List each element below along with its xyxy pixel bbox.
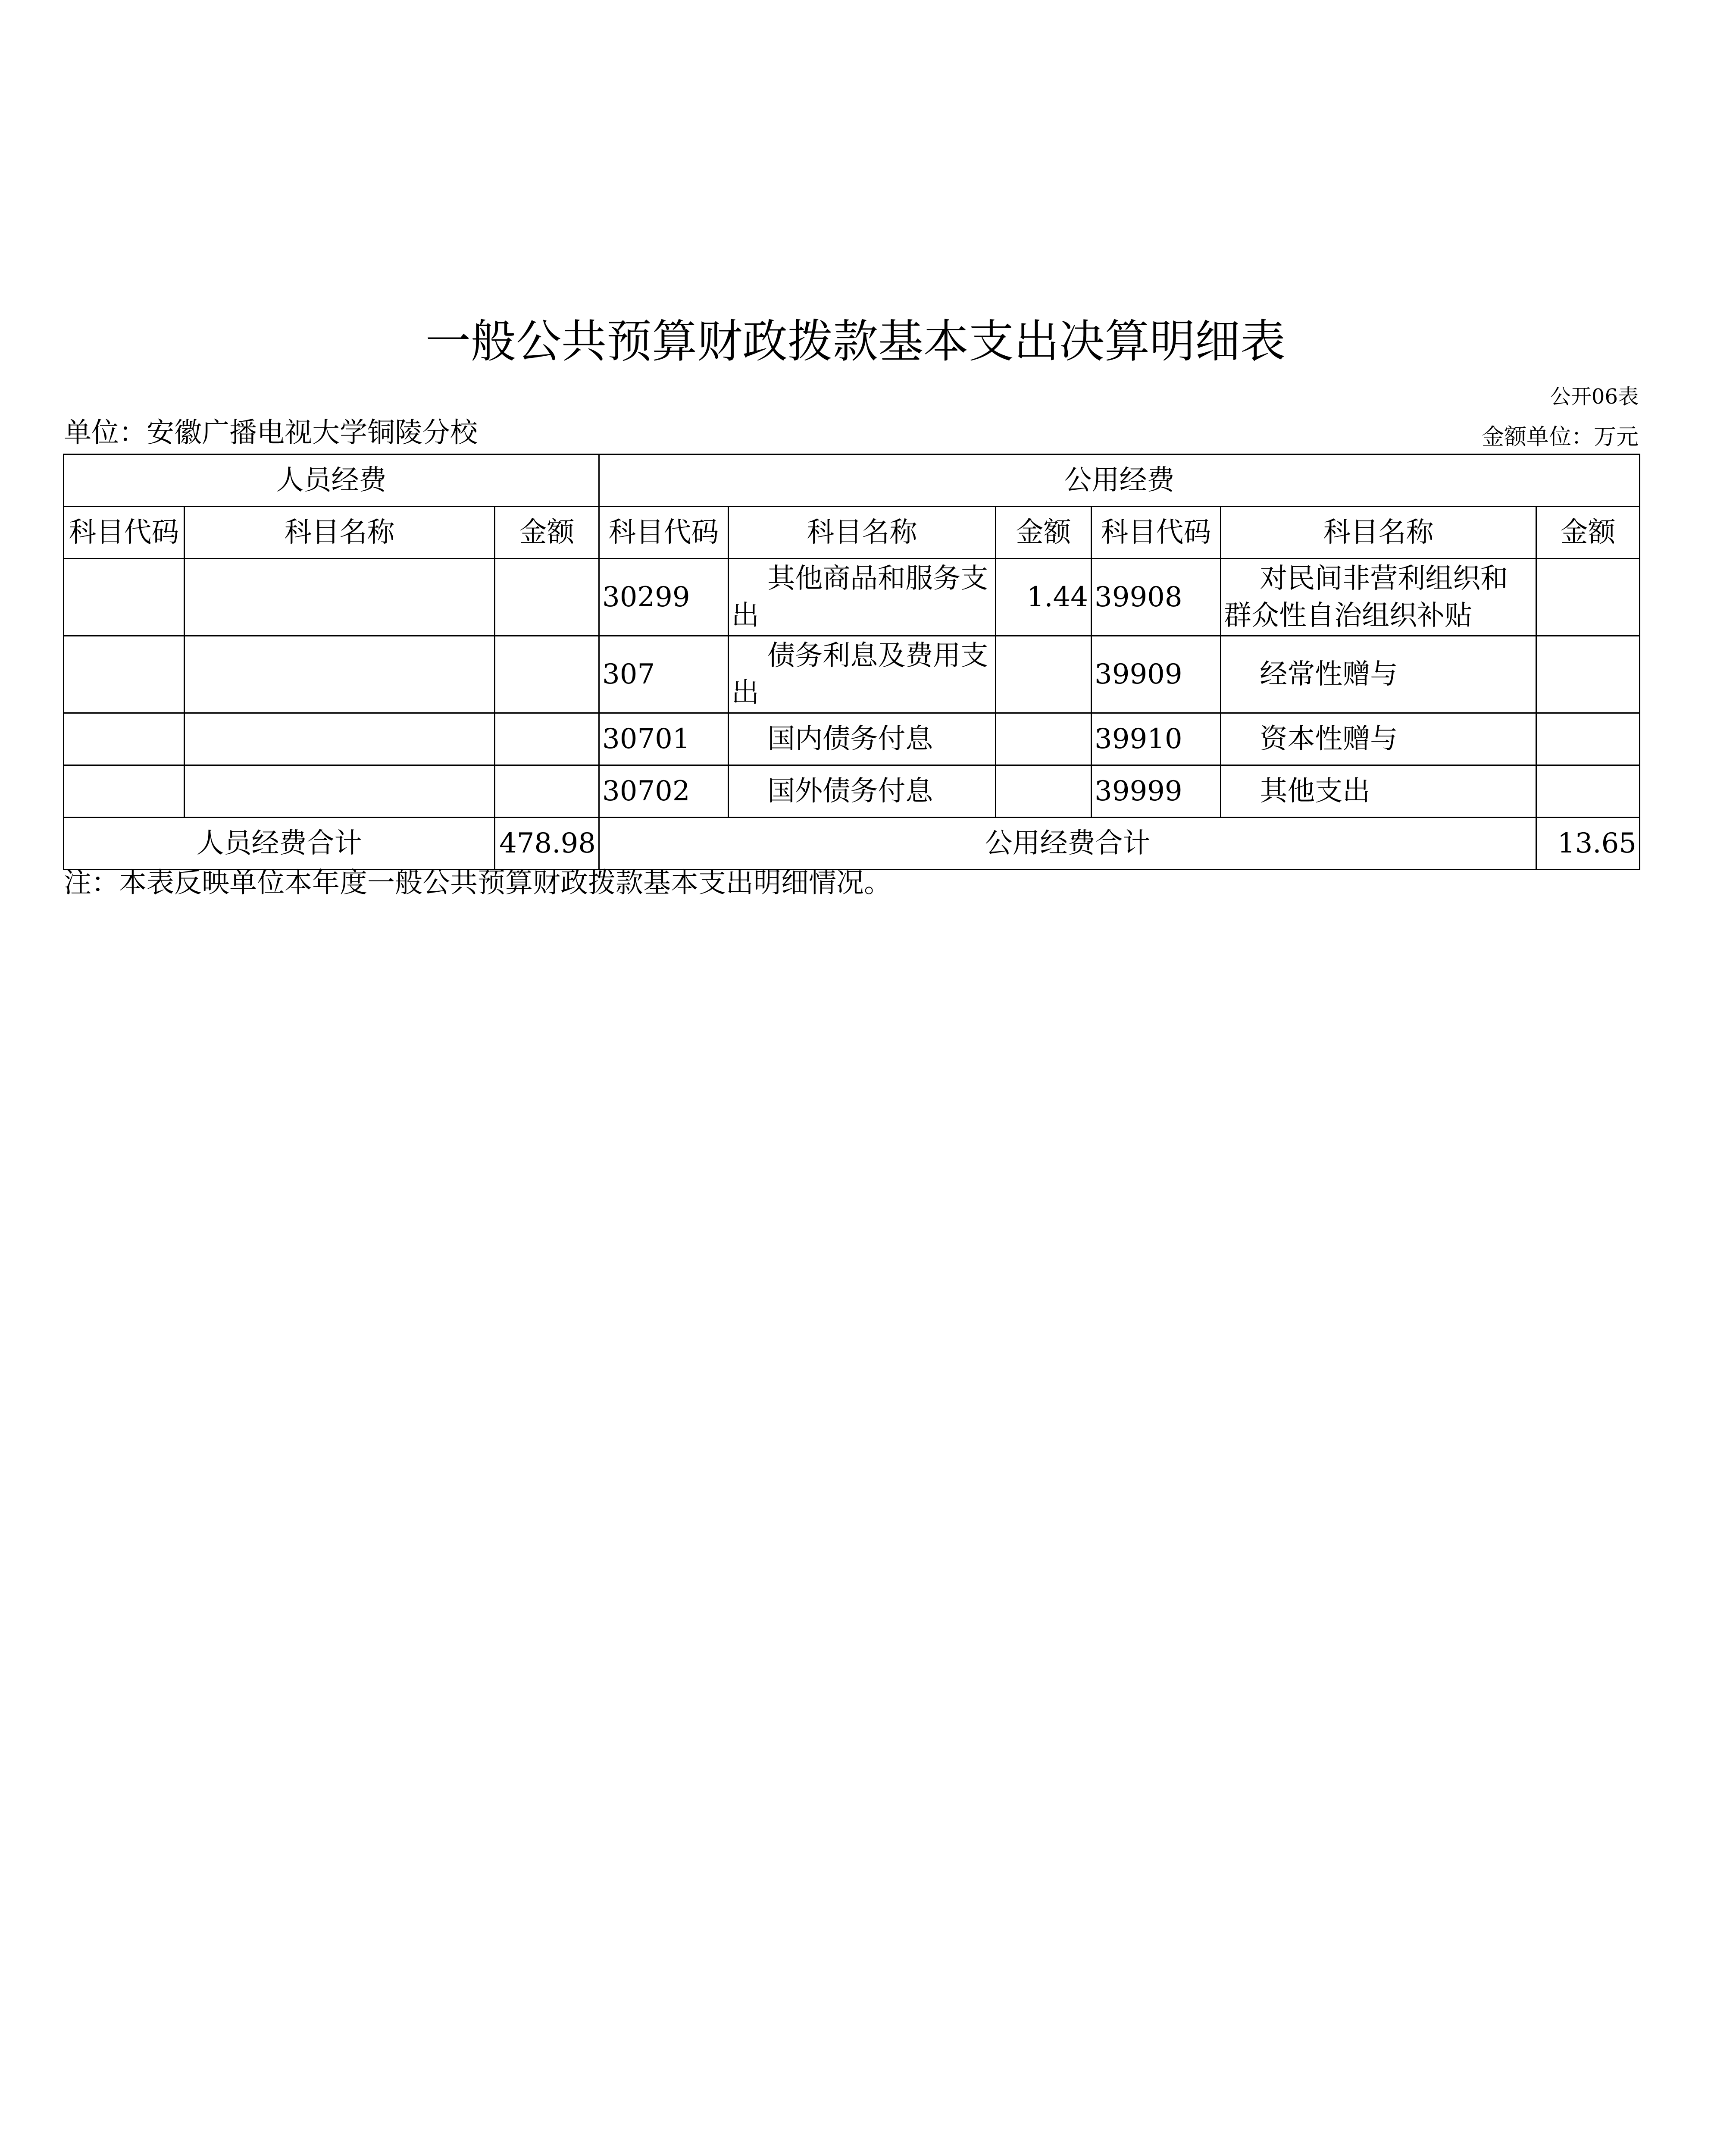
expenditure-table	[63, 454, 1640, 870]
personnel-name-cell	[185, 636, 495, 713]
public-amount-cell: 1.44	[996, 559, 1092, 636]
col-code: 科目代码	[1092, 507, 1221, 559]
table-row	[64, 765, 1640, 818]
col-amount: 金额	[495, 507, 599, 559]
public-amount-cell	[1536, 559, 1640, 636]
public-code-cell: 39909	[1092, 636, 1221, 713]
table-row	[64, 636, 1640, 713]
public-amount-cell	[1536, 636, 1640, 713]
public-name-cell: 国内债务付息	[729, 713, 996, 765]
col-amount: 金额	[1536, 507, 1640, 559]
page-title: 一般公共预算财政拨款基本支出决算明细表	[425, 315, 1286, 368]
personnel-amount-cell	[495, 765, 599, 818]
public-amount-cell	[996, 713, 1092, 765]
personnel-name-cell	[185, 559, 495, 636]
public-name-cell: 资本性赠与	[1221, 713, 1536, 765]
personnel-name-cell	[185, 713, 495, 765]
col-name: 科目名称	[1221, 507, 1536, 559]
totals-row	[64, 818, 1640, 870]
public-code-cell: 30702	[599, 765, 729, 818]
public-amount-cell	[996, 765, 1092, 818]
personnel-amount-cell	[495, 713, 599, 765]
col-name: 科目名称	[185, 507, 495, 559]
col-code: 科目代码	[599, 507, 729, 559]
public-name-cell: 经常性赠与	[1221, 636, 1536, 713]
group-personnel: 人员经费	[64, 454, 599, 507]
amount-unit: 金额单位：万元	[1481, 424, 1639, 450]
personnel-code-cell	[64, 636, 185, 713]
group-public: 公用经费	[599, 454, 1640, 507]
public-code-cell: 39908	[1092, 559, 1221, 636]
public-total-label: 公用经费合计	[599, 818, 1536, 870]
public-code-cell: 39910	[1092, 713, 1221, 765]
col-name: 科目名称	[729, 507, 996, 559]
public-name-cell: 其他支出	[1221, 765, 1536, 818]
public-amount-cell	[1536, 713, 1640, 765]
public-amount-cell	[996, 636, 1092, 713]
column-header-row	[64, 507, 1640, 559]
form-number: 公开06表	[1550, 385, 1639, 409]
table-row	[64, 713, 1640, 765]
personnel-total-value: 478.98	[495, 818, 599, 870]
public-code-cell: 307	[599, 636, 729, 713]
group-header-row	[64, 454, 1640, 507]
footnote: 注：本表反映单位本年度一般公共预算财政拨款基本支出明细情况。	[64, 867, 891, 899]
public-code-cell: 39999	[1092, 765, 1221, 818]
personnel-code-cell	[64, 713, 185, 765]
col-amount: 金额	[996, 507, 1092, 559]
public-name-cell: 国外债务付息	[729, 765, 996, 818]
personnel-code-cell	[64, 559, 185, 636]
unit-label: 单位：安徽广播电视大学铜陵分校	[64, 417, 478, 449]
personnel-amount-cell	[495, 559, 599, 636]
public-name-cell: 债务利息及费用支出	[729, 636, 996, 713]
public-amount-cell	[1536, 765, 1640, 818]
personnel-total-label: 人员经费合计	[64, 818, 495, 870]
col-code: 科目代码	[64, 507, 185, 559]
public-total-value: 13.65	[1536, 818, 1640, 870]
public-name-cell: 对民间非营利组织和群众性自治组织补贴	[1221, 559, 1536, 636]
table-row	[64, 559, 1640, 636]
personnel-name-cell	[185, 765, 495, 818]
public-name-cell: 其他商品和服务支出	[729, 559, 996, 636]
personnel-code-cell	[64, 765, 185, 818]
public-code-cell: 30299	[599, 559, 729, 636]
public-code-cell: 30701	[599, 713, 729, 765]
personnel-amount-cell	[495, 636, 599, 713]
